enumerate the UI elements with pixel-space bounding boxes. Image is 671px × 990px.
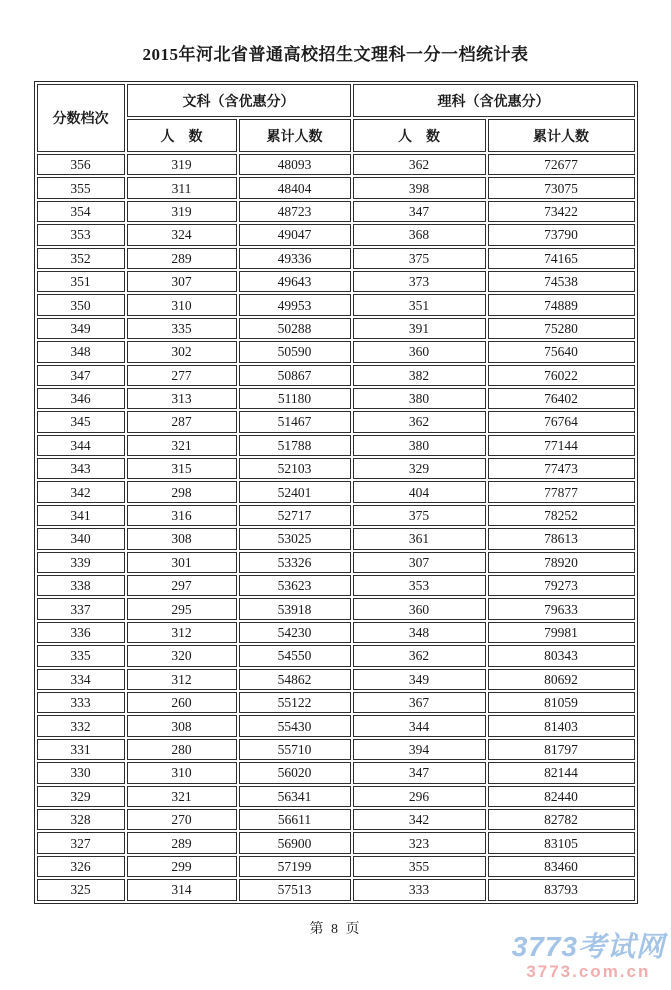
table-row <box>37 739 635 760</box>
page-number: 第 8 页 <box>309 921 362 937</box>
wenke-cumulative-cell: 55710 <box>239 739 351 760</box>
score-cell: 341 <box>37 505 125 526</box>
score-cell: 325 <box>37 879 125 900</box>
like-cumulative-cell: 83105 <box>488 832 635 853</box>
like-count-cell: 380 <box>353 388 486 409</box>
like-count-cell: 375 <box>353 505 486 526</box>
like-count-cell: 323 <box>353 832 486 853</box>
wenke-count-cell: 324 <box>127 224 237 245</box>
wenke-cumulative-cell: 49643 <box>239 271 351 292</box>
like-count-cell: 394 <box>353 739 486 760</box>
wenke-cumulative-cell: 53326 <box>239 552 351 573</box>
wenke-cumulative-cell: 56341 <box>239 786 351 807</box>
score-cell: 328 <box>37 809 125 830</box>
wenke-cumulative-cell: 50867 <box>239 365 351 386</box>
table-row <box>37 201 635 222</box>
table-row <box>37 458 635 479</box>
score-cell: 338 <box>37 575 125 596</box>
site-watermark <box>512 933 665 980</box>
like-count-cell: 361 <box>353 528 486 549</box>
like-count-cell: 351 <box>353 294 486 315</box>
wenke-count-cell: 270 <box>127 809 237 830</box>
score-cell: 330 <box>37 762 125 783</box>
score-cell: 349 <box>37 318 125 339</box>
wenke-cumulative-cell: 49953 <box>239 294 351 315</box>
like-cumulative-cell: 81059 <box>488 692 635 713</box>
table-header <box>37 84 635 152</box>
wenke-cumulative-cell: 53918 <box>239 598 351 619</box>
like-count-cell: 333 <box>353 879 486 900</box>
wenke-count-cell: 308 <box>127 528 237 549</box>
like-count-cell: 391 <box>353 318 486 339</box>
score-cell: 344 <box>37 435 125 456</box>
like-cumulative-cell: 78252 <box>488 505 635 526</box>
like-cumulative-cell: 77473 <box>488 458 635 479</box>
like-count-cell: 398 <box>353 177 486 198</box>
wenke-cumulative-cell: 55122 <box>239 692 351 713</box>
wenke-count-cell: 316 <box>127 505 237 526</box>
wenke-count-cell: 295 <box>127 598 237 619</box>
wenke-cumulative-cell: 56020 <box>239 762 351 783</box>
score-cell: 352 <box>37 248 125 269</box>
score-cell: 334 <box>37 669 125 690</box>
wenke-count-cell: 302 <box>127 341 237 362</box>
table-row <box>37 318 635 339</box>
wenke-cumulative-cell: 52401 <box>239 481 351 502</box>
score-cell: 326 <box>37 856 125 877</box>
like-cumulative-cell: 82144 <box>488 762 635 783</box>
like-cumulative-cell: 81797 <box>488 739 635 760</box>
watermark-site-url: 3773.com.cn <box>526 962 651 981</box>
wenke-count-cell: 312 <box>127 622 237 643</box>
like-count-cell: 362 <box>353 154 486 175</box>
wenke-count-cell: 289 <box>127 832 237 853</box>
table-row <box>37 365 635 386</box>
like-count-cell: 353 <box>353 575 486 596</box>
score-cell: 337 <box>37 598 125 619</box>
table-row <box>37 762 635 783</box>
like-count-cell: 368 <box>353 224 486 245</box>
table-row <box>37 856 635 877</box>
wenke-cumulative-cell: 55430 <box>239 715 351 736</box>
watermark-site-name: 3773考试网 <box>511 931 665 962</box>
like-count-cell: 404 <box>353 481 486 502</box>
wenke-count-cell: 280 <box>127 739 237 760</box>
table-row <box>37 224 635 245</box>
like-cumulative-cell: 80692 <box>488 669 635 690</box>
table-row <box>37 786 635 807</box>
score-cell: 329 <box>37 786 125 807</box>
like-cumulative-cell: 77877 <box>488 481 635 502</box>
like-count-cell: 307 <box>353 552 486 573</box>
like-count-cell: 362 <box>353 411 486 432</box>
wenke-count-cell: 311 <box>127 177 237 198</box>
wenke-cumulative-cell: 49047 <box>239 224 351 245</box>
wenke-count-cell: 319 <box>127 201 237 222</box>
table-row <box>37 832 635 853</box>
wenke-cumulative-cell: 53025 <box>239 528 351 549</box>
like-cumulative-cell: 75280 <box>488 318 635 339</box>
wenke-cumulative-cell: 54230 <box>239 622 351 643</box>
like-count-cell: 296 <box>353 786 486 807</box>
header-like-cumulative: 累计人数 <box>488 119 635 152</box>
wenke-count-cell: 307 <box>127 271 237 292</box>
header-wenke-cumulative: 累计人数 <box>239 119 351 152</box>
like-count-cell: 342 <box>353 809 486 830</box>
like-cumulative-cell: 78613 <box>488 528 635 549</box>
wenke-count-cell: 313 <box>127 388 237 409</box>
wenke-cumulative-cell: 50288 <box>239 318 351 339</box>
like-count-cell: 348 <box>353 622 486 643</box>
like-cumulative-cell: 73075 <box>488 177 635 198</box>
table-row <box>37 575 635 596</box>
wenke-cumulative-cell: 56900 <box>239 832 351 853</box>
header-score-level: 分数档次 <box>37 84 125 152</box>
table-row <box>37 715 635 736</box>
like-cumulative-cell: 78920 <box>488 552 635 573</box>
score-cell: 351 <box>37 271 125 292</box>
like-cumulative-cell: 82440 <box>488 786 635 807</box>
like-cumulative-cell: 74165 <box>488 248 635 269</box>
header-like-group: 理科（含优惠分） <box>353 84 635 117</box>
like-count-cell: 347 <box>353 201 486 222</box>
table-row <box>37 598 635 619</box>
score-cell: 332 <box>37 715 125 736</box>
like-count-cell: 375 <box>353 248 486 269</box>
score-cell: 340 <box>37 528 125 549</box>
wenke-count-cell: 277 <box>127 365 237 386</box>
table-row <box>37 411 635 432</box>
score-cell: 345 <box>37 411 125 432</box>
score-cell: 346 <box>37 388 125 409</box>
table-row <box>37 879 635 900</box>
score-cell: 342 <box>37 481 125 502</box>
like-cumulative-cell: 73422 <box>488 201 635 222</box>
score-cell: 331 <box>37 739 125 760</box>
table-row <box>37 692 635 713</box>
like-count-cell: 360 <box>353 598 486 619</box>
wenke-count-cell: 310 <box>127 762 237 783</box>
like-cumulative-cell: 83793 <box>488 879 635 900</box>
like-count-cell: 367 <box>353 692 486 713</box>
like-cumulative-cell: 74889 <box>488 294 635 315</box>
wenke-cumulative-cell: 51180 <box>239 388 351 409</box>
wenke-cumulative-cell: 57513 <box>239 879 351 900</box>
header-like-count: 人 数 <box>353 119 486 152</box>
like-count-cell: 329 <box>353 458 486 479</box>
page-title: 2015年河北省普通高校招生文理科一分一档统计表 <box>142 45 529 64</box>
wenke-count-cell: 289 <box>127 248 237 269</box>
table-row <box>37 177 635 198</box>
like-cumulative-cell: 76022 <box>488 365 635 386</box>
like-cumulative-cell: 76402 <box>488 388 635 409</box>
like-cumulative-cell: 74538 <box>488 271 635 292</box>
wenke-cumulative-cell: 51788 <box>239 435 351 456</box>
wenke-cumulative-cell: 54550 <box>239 645 351 666</box>
wenke-count-cell: 260 <box>127 692 237 713</box>
wenke-cumulative-cell: 52103 <box>239 458 351 479</box>
score-cell: 347 <box>37 365 125 386</box>
wenke-count-cell: 312 <box>127 669 237 690</box>
wenke-cumulative-cell: 52717 <box>239 505 351 526</box>
table-row <box>37 669 635 690</box>
score-cell: 353 <box>37 224 125 245</box>
table-row <box>37 388 635 409</box>
table-row <box>37 435 635 456</box>
wenke-count-cell: 287 <box>127 411 237 432</box>
score-cell: 354 <box>37 201 125 222</box>
like-cumulative-cell: 73790 <box>488 224 635 245</box>
table-row <box>37 622 635 643</box>
table-row <box>37 248 635 269</box>
score-cell: 350 <box>37 294 125 315</box>
wenke-count-cell: 321 <box>127 786 237 807</box>
wenke-count-cell: 314 <box>127 879 237 900</box>
wenke-cumulative-cell: 48093 <box>239 154 351 175</box>
score-cell: 335 <box>37 645 125 666</box>
like-cumulative-cell: 83460 <box>488 856 635 877</box>
table-row <box>37 552 635 573</box>
like-count-cell: 360 <box>353 341 486 362</box>
like-cumulative-cell: 81403 <box>488 715 635 736</box>
table-row <box>37 271 635 292</box>
like-cumulative-cell: 79633 <box>488 598 635 619</box>
wenke-cumulative-cell: 53623 <box>239 575 351 596</box>
wenke-cumulative-cell: 57199 <box>239 856 351 877</box>
wenke-cumulative-cell: 54862 <box>239 669 351 690</box>
like-count-cell: 362 <box>353 645 486 666</box>
like-cumulative-cell: 79273 <box>488 575 635 596</box>
wenke-count-cell: 321 <box>127 435 237 456</box>
table-row <box>37 505 635 526</box>
wenke-cumulative-cell: 56611 <box>239 809 351 830</box>
score-cell: 339 <box>37 552 125 573</box>
score-cell: 336 <box>37 622 125 643</box>
table-row <box>37 645 635 666</box>
like-cumulative-cell: 75640 <box>488 341 635 362</box>
score-cell: 355 <box>37 177 125 198</box>
wenke-count-cell: 319 <box>127 154 237 175</box>
like-cumulative-cell: 77144 <box>488 435 635 456</box>
like-count-cell: 373 <box>353 271 486 292</box>
like-count-cell: 380 <box>353 435 486 456</box>
wenke-count-cell: 315 <box>127 458 237 479</box>
like-count-cell: 347 <box>353 762 486 783</box>
wenke-count-cell: 320 <box>127 645 237 666</box>
score-distribution-table <box>34 81 638 904</box>
score-cell: 327 <box>37 832 125 853</box>
table-row <box>37 294 635 315</box>
wenke-count-cell: 299 <box>127 856 237 877</box>
like-cumulative-cell: 79981 <box>488 622 635 643</box>
like-count-cell: 349 <box>353 669 486 690</box>
like-cumulative-cell: 82782 <box>488 809 635 830</box>
score-cell: 333 <box>37 692 125 713</box>
like-cumulative-cell: 80343 <box>488 645 635 666</box>
wenke-count-cell: 308 <box>127 715 237 736</box>
wenke-cumulative-cell: 50590 <box>239 341 351 362</box>
score-cell: 343 <box>37 458 125 479</box>
table-row <box>37 154 635 175</box>
table-row <box>37 341 635 362</box>
wenke-cumulative-cell: 48404 <box>239 177 351 198</box>
wenke-count-cell: 297 <box>127 575 237 596</box>
wenke-cumulative-cell: 51467 <box>239 411 351 432</box>
wenke-count-cell: 298 <box>127 481 237 502</box>
table-row <box>37 528 635 549</box>
like-cumulative-cell: 76764 <box>488 411 635 432</box>
like-cumulative-cell: 72677 <box>488 154 635 175</box>
table-row <box>37 809 635 830</box>
wenke-cumulative-cell: 48723 <box>239 201 351 222</box>
wenke-count-cell: 335 <box>127 318 237 339</box>
header-wenke-count: 人 数 <box>127 119 237 152</box>
header-wenke-group: 文科（含优惠分） <box>127 84 351 117</box>
table-body <box>37 154 635 901</box>
score-cell: 348 <box>37 341 125 362</box>
wenke-count-cell: 301 <box>127 552 237 573</box>
like-count-cell: 344 <box>353 715 486 736</box>
score-cell: 356 <box>37 154 125 175</box>
wenke-cumulative-cell: 49336 <box>239 248 351 269</box>
table-row <box>37 481 635 502</box>
like-count-cell: 382 <box>353 365 486 386</box>
wenke-count-cell: 310 <box>127 294 237 315</box>
like-count-cell: 355 <box>353 856 486 877</box>
